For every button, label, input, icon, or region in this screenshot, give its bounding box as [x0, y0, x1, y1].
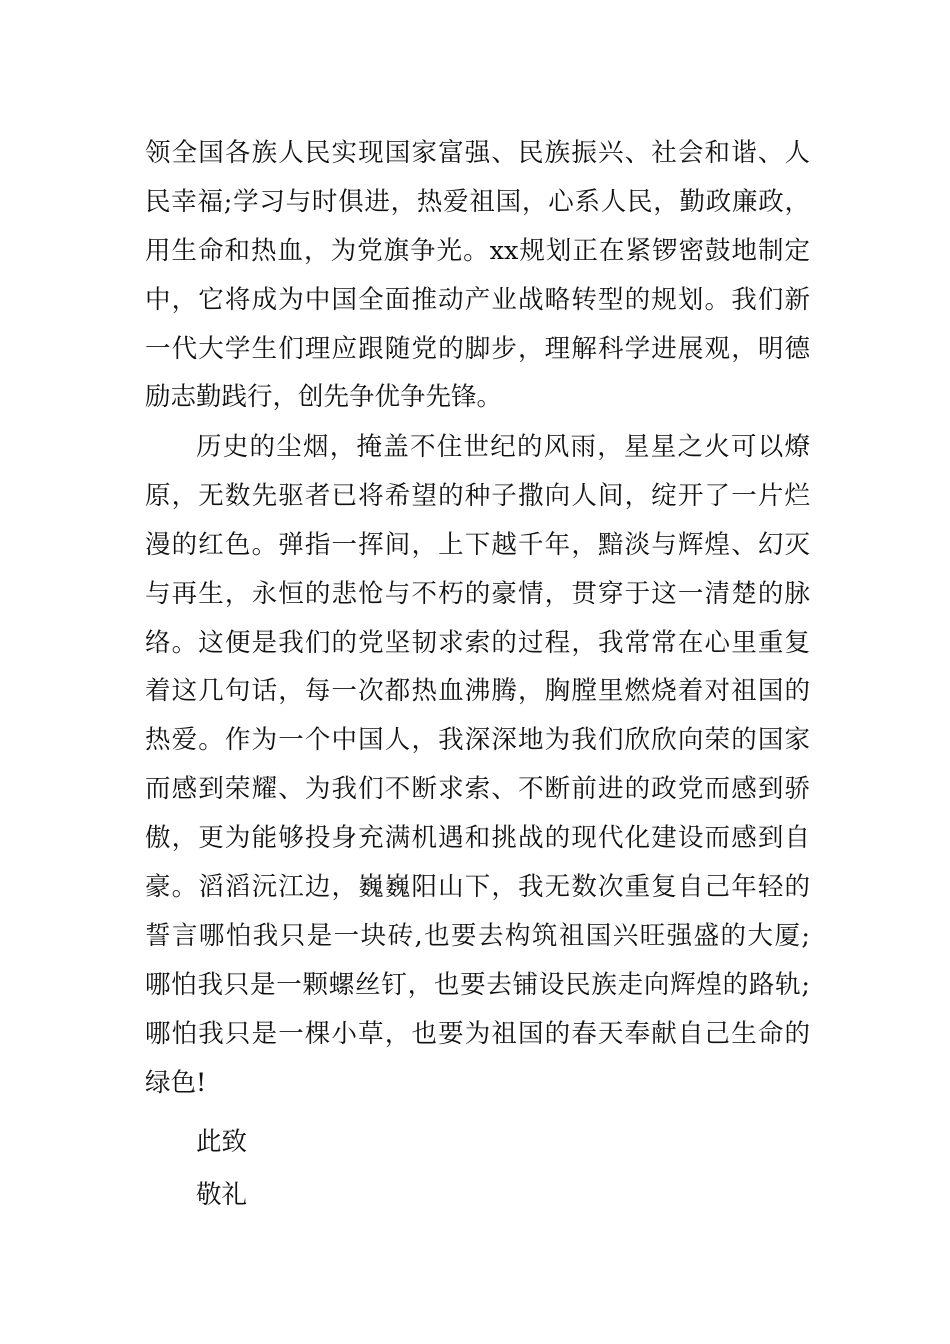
- paragraph-line: 着这几句话，每一次都热血沸腾，胸膛里燃烧着对祖国的: [145, 676, 810, 707]
- paragraph-line: 热爱。作为一个中国人，我深深地为我们欣欣向荣的国家: [145, 725, 810, 756]
- paragraph-line: 历史的尘烟，掩盖不住世纪的风雨，星星之火可以燎: [196, 432, 810, 462]
- paragraph-line: 用生命和热血，为党旗争光。xx规划正在紧锣密鼓地制定: [145, 235, 810, 266]
- paragraph-line: 中，它将成为中国全面推动产业战略转型的规划。我们新: [145, 284, 810, 315]
- paragraph-line: 豪。滔滔沅江边，巍巍阳山下，我无数次重复自己年轻的: [145, 872, 810, 903]
- paragraph-line: 与再生，永恒的悲怆与不朽的豪情，贯穿于这一清楚的脉: [145, 578, 810, 609]
- paragraph-line: 民幸福;学习与时俱进，热爱祖国，心系人民，勤政廉政，: [145, 186, 810, 217]
- paragraph-line: 傲，更为能够投身充满机遇和挑战的现代化建设而感到自: [145, 823, 810, 854]
- paragraph-2: [145, 423, 810, 1107]
- paragraph-line: 络。这便是我们的党坚韧求索的过程，我常常在心里重复: [145, 627, 810, 658]
- closing-salutation: 此致: [196, 1127, 248, 1157]
- paragraph-line: 一代大学生们理应跟随党的脚步，理解科学进展观，明德: [145, 333, 810, 364]
- paragraph-1: [145, 129, 810, 422]
- paragraph-line: 哪怕我只是一棵小草，也要为祖国的春天奉献自己生命的: [145, 1018, 810, 1049]
- paragraph-line: 而感到荣耀、为我们不断求索、不断前进的政党而感到骄: [145, 774, 810, 805]
- paragraph-line: 励志勤践行，创先争优争先锋。: [145, 382, 503, 413]
- paragraph-line: 原，无数先驱者已将希望的种子撒向人间，绽开了一片烂: [145, 480, 810, 511]
- closing-regards: 敬礼: [196, 1180, 248, 1210]
- paragraph-line: 绿色!: [145, 1067, 207, 1098]
- paragraph-line: 哪怕我只是一颗螺丝钉，也要去铺设民族走向辉煌的路轨;: [145, 969, 810, 1000]
- paragraph-line: 领全国各族人民实现国家富强、民族振兴、社会和谐、人: [145, 138, 810, 168]
- paragraph-line: 誓言哪怕我只是一块砖,也要去构筑祖国兴旺强盛的大厦;: [145, 920, 810, 951]
- paragraph-line: 漫的红色。弹指一挥间，上下越千年，黯淡与辉煌、幻灭: [145, 529, 810, 560]
